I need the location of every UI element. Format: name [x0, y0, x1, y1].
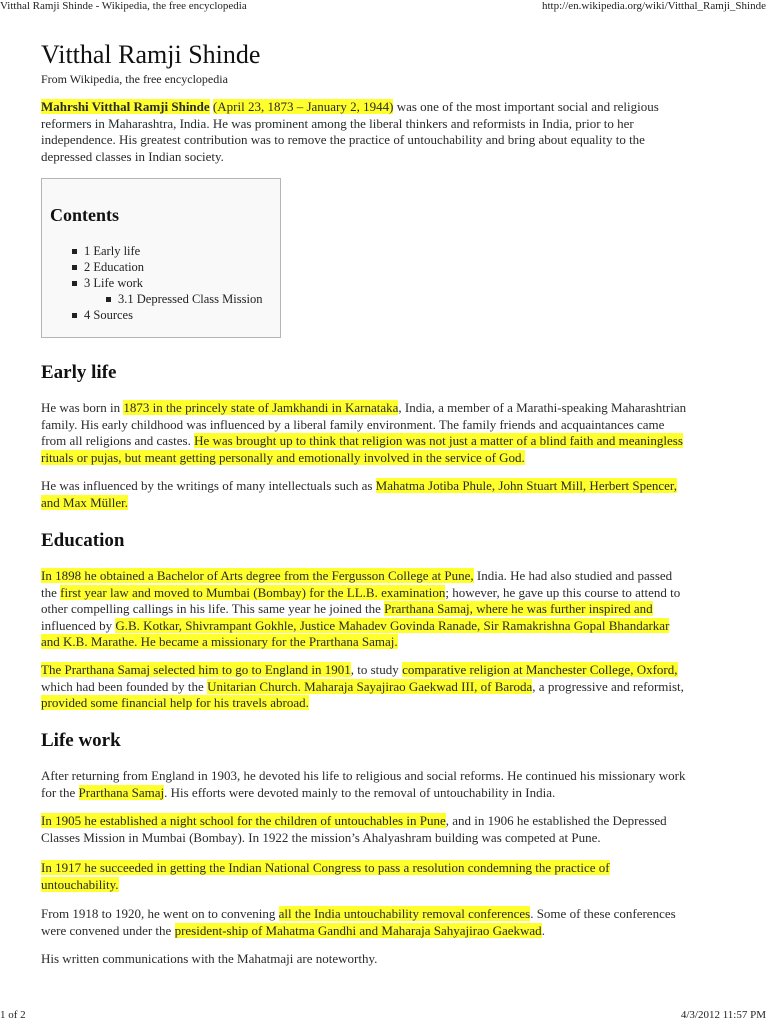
- life-work-paragraph-4: From 1918 to 1920, he went on to convening all the India untouchability removal conferences. Some of these conferences were convened under the president-ship of Mahatma Gandhi and Maharaja Sahyajirao Gaekwad.: [41, 906, 676, 938]
- toc-item-sources[interactable]: 4 Sources: [72, 307, 262, 323]
- education-paragraph-1: In 1898 he obtained a Bachelor of Arts degree from the Fergusson College at Pune, India. He had also studied and passed the first year law and moved to Mumbai (Bombay) for the LL.B. examination; however, he gave up this course to attend to other compelling callings in his life. This same year he joined the Prarthana Samaj, where he was further inspired and influenced by G.B. Kotkar, Shivrampant Gokhle, Justice Mahadev Govinda Ranade, Sir Ramakrishna Gopal Bhandarkar and K.B. Marathe. He became a missionary for the Prarthana Samaj.: [41, 568, 681, 649]
- education-paragraph-2: The Prarthana Samaj selected him to go to England in 1901, to study comparative religion at Manchester College, Oxford, which had been founded by the Unitarian Church. Maharaja Sayajirao Gaekwad III, of Baroda, a progressive and reformist, provided some financial help for his travels abroad.: [41, 662, 684, 710]
- life-work-paragraph-3: In 1917 he succeeded in getting the Indian National Congress to pass a resolution condemning the practice of untouchability.: [41, 860, 610, 892]
- article-subtitle: From Wikipedia, the free encyclopedia: [41, 72, 228, 86]
- toc-item-depressed-class-mission[interactable]: 3.1 Depressed Class Mission: [106, 291, 262, 307]
- toc-list: [72, 243, 262, 323]
- intro-paragraph: Mahrshi Vitthal Ramji Shinde (April 23, 1873 – January 2, 1944) was one of the most important social and religious reformers in Maharashtra, India. He was prominent among the liberal thinkers and reformists in India, prior to her independence. His greatest contribution was to remove the practice of untouchability and bring about equality to the depressed classes in Indian society.: [41, 99, 659, 164]
- life-work-paragraph-5: His written communications with the Mahatmaji are noteworthy.: [41, 951, 378, 966]
- page-count: 1 of 2: [0, 1009, 26, 1021]
- subject-name-highlight: Mahrshi Vitthal Ramji Shinde: [41, 99, 210, 114]
- page-url: http://en.wikipedia.org/wiki/Vitthal_Ramji_Shinde: [541, 0, 766, 12]
- life-dates-highlight: (April 23, 1873 – January 2, 1944): [212, 99, 394, 114]
- print-datetime: 4/3/2012 11:57 PM: [680, 1009, 766, 1021]
- browser-page-title: Vitthal Ramji Shinde - Wikipedia, the free encyclopedia: [0, 0, 247, 12]
- early-life-paragraph-2: He was influenced by the writings of many intellectuals such as Mahatma Jotiba Phule, John Stuart Mill, Herbert Spencer, and Max Müller.: [41, 478, 677, 510]
- toc-item-life-work[interactable]: 3 Life work: [72, 275, 262, 291]
- toc-item-education[interactable]: 2 Education: [72, 259, 262, 275]
- heading-education: Education: [41, 530, 125, 551]
- early-life-paragraph-1: He was born in 1873 in the princely state of Jamkhandi in Karnataka, India, a member of a Marathi-speaking Maharashtrian family. His early childhood was influenced by a liberal family environment. The family friends and acquaintances came from all religions and castes. He was brought up to think that religion was not just a matter of a blind faith and meaningless rituals or pujas, but meant getting personally and emotionally involved in the service of God.: [41, 400, 687, 465]
- life-work-paragraph-2: In 1905 he established a night school for the children of untouchables in Pune, and in 1906 he established the Depressed Classes Mission in Mumbai (Bombay). In 1922 the mission’s Ahalyashram building was competed at Pune.: [41, 813, 667, 845]
- toc-item-early-life[interactable]: 1 Early life: [72, 243, 262, 259]
- heading-early-life: Early life: [41, 362, 117, 383]
- table-of-contents: [41, 178, 281, 338]
- article-title: Vitthal Ramji Shinde: [41, 40, 261, 69]
- life-work-paragraph-1: After returning from England in 1903, he devoted his life to religious and social reforms. He continued his missionary work for the Prarthana Samaj. His efforts were devoted mainly to the removal of untouchability in India.: [41, 768, 686, 800]
- heading-life-work: Life work: [41, 730, 121, 751]
- toc-title: Contents: [50, 205, 120, 225]
